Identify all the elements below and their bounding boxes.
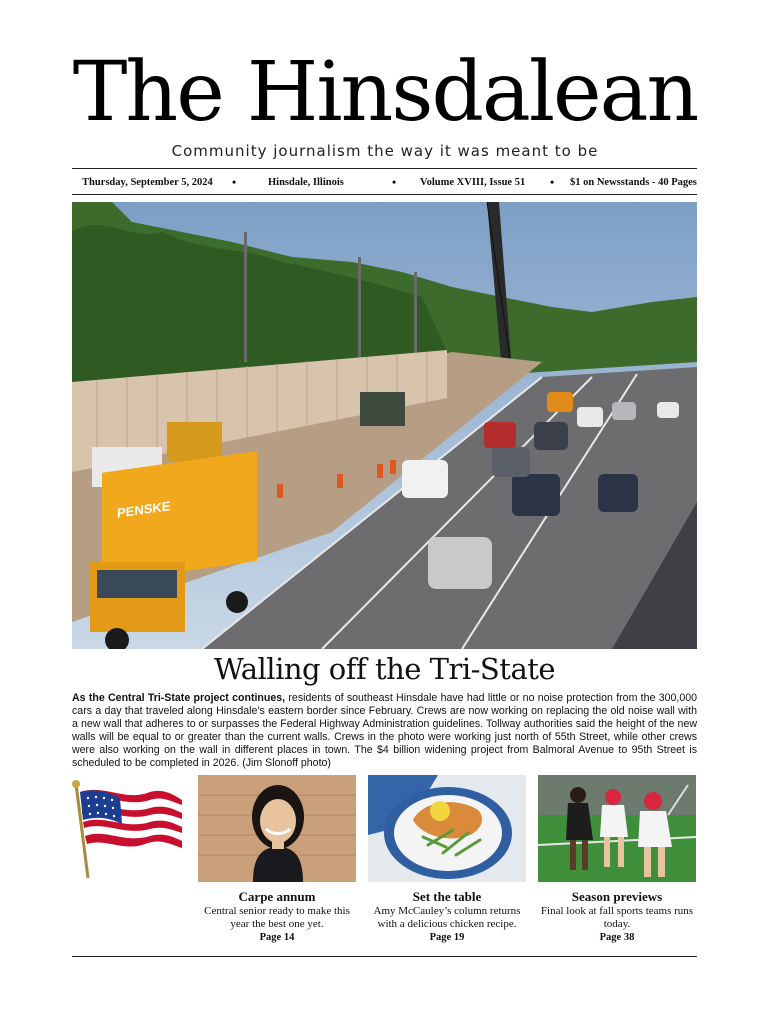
masthead-tagline: Community journalism the way it was meant to be bbox=[171, 142, 599, 160]
portrait-illustration bbox=[198, 775, 356, 882]
teaser-text-1: Central senior ready to make this year the best one yet. bbox=[204, 905, 350, 930]
teaser-photo-portrait[interactable] bbox=[198, 775, 356, 882]
teaser-page-1[interactable]: Page 14 bbox=[259, 932, 295, 943]
teaser-title-3[interactable]: Season previews bbox=[571, 889, 663, 904]
separator-dot: • bbox=[392, 175, 397, 189]
teaser-text-3: Final look at fall sports teams runs today. bbox=[540, 905, 694, 930]
main-photo-highway bbox=[72, 202, 697, 649]
teaser-photo-lacrosse[interactable] bbox=[538, 775, 696, 882]
dateline-rule bbox=[72, 194, 697, 195]
caption-lead: As the Central Tri-State project continues, bbox=[72, 692, 286, 704]
teaser-photo-chicken[interactable] bbox=[368, 775, 526, 882]
sports-illustration bbox=[538, 775, 696, 882]
teaser-title-1[interactable]: Carpe annum bbox=[238, 889, 316, 904]
top-rule bbox=[72, 168, 697, 169]
truck-logo-text: PENSKE bbox=[117, 498, 171, 521]
plate-illustration bbox=[368, 775, 526, 882]
issue-volume: Volume XVIII, Issue 51 bbox=[420, 177, 526, 188]
issue-location: Hinsdale, Illinois bbox=[268, 177, 344, 188]
american-flag-graphic bbox=[70, 778, 188, 883]
issue-price: $1 on Newsstands - 40 Pages bbox=[570, 177, 697, 188]
teaser-page-3[interactable]: Page 38 bbox=[599, 932, 635, 943]
bottom-rule bbox=[72, 956, 697, 957]
main-headline: Walling off the Tri-State bbox=[213, 652, 556, 686]
issue-date: Thursday, September 5, 2024 bbox=[82, 177, 213, 188]
flag-icon bbox=[70, 778, 188, 883]
separator-dot: • bbox=[550, 175, 555, 189]
main-caption bbox=[72, 692, 697, 770]
highway-photo-illustration bbox=[72, 202, 697, 649]
teaser-title-2[interactable]: Set the table bbox=[412, 889, 482, 904]
caption-body: residents of southeast Hinsdale have had little or no noise protection from the 300,000 cars a day that traveled along Hinsdale’s eastern border since February. Crews are now working on replacing the old noise wall with a new wall that adheres to or surpasses the Federal Highway Administration guidelines. Tollway authorities said the height of the new walls will be equal to or greater than the current walls. Crews in the photo were working just north of 55th Street, while other crews were also working on the wall in different places in town. The $4 billion widening project from Balmoral Avenue to 95th Street is scheduled to be completed in 2026. (Jim Slonoff photo) bbox=[72, 692, 698, 769]
teaser-text-2: Amy McCauley’s column returns with a delicious chicken recipe. bbox=[373, 905, 521, 930]
teaser-page-2[interactable]: Page 19 bbox=[429, 932, 465, 943]
separator-dot: • bbox=[232, 175, 237, 189]
masthead-title: The Hinsdalean bbox=[72, 45, 698, 140]
dateline bbox=[72, 174, 697, 192]
